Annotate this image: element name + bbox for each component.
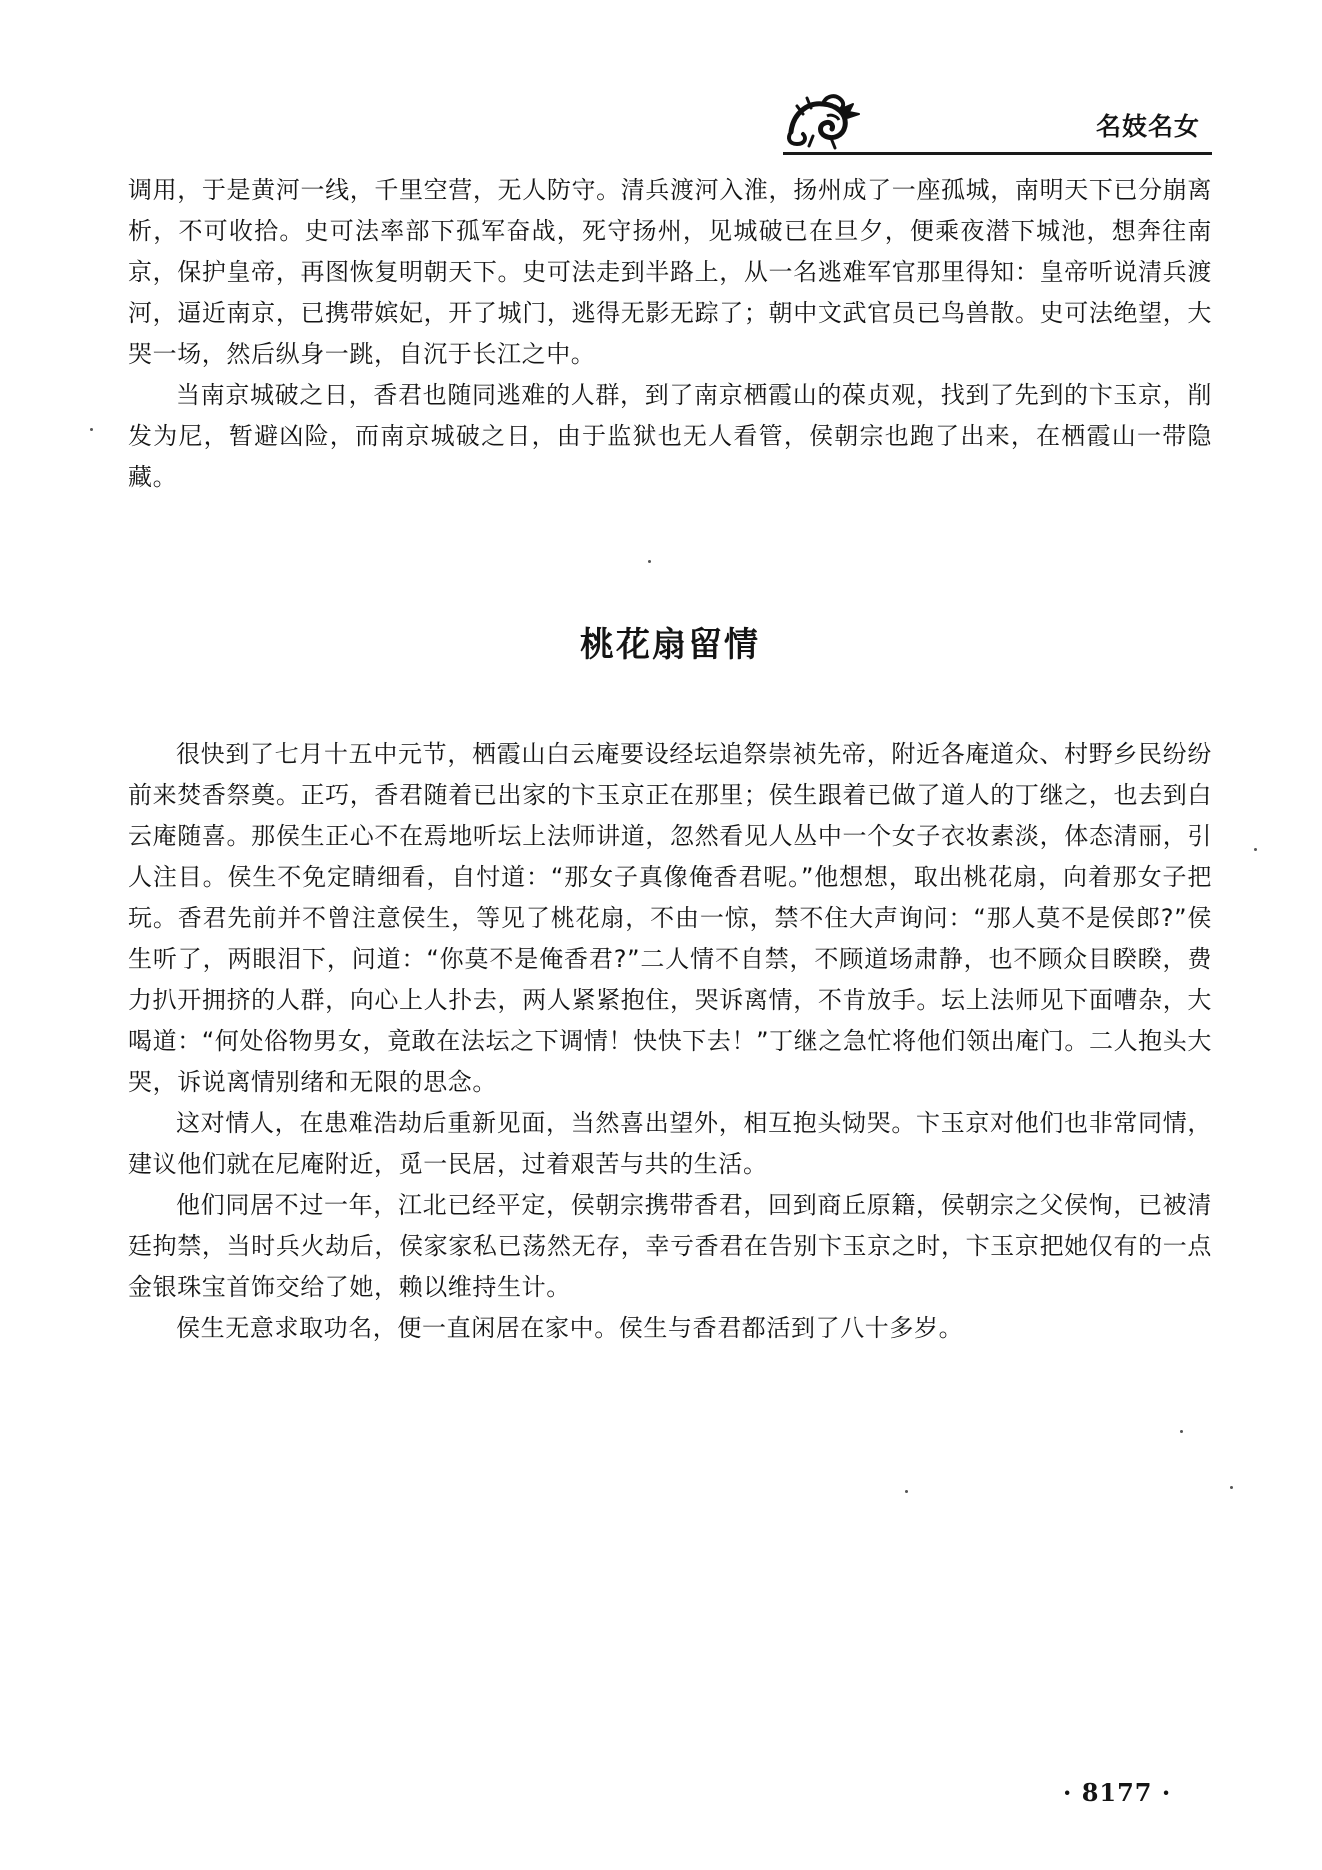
scan-speck [90,428,93,431]
scan-speck [1180,1430,1183,1433]
scan-speck [905,1490,908,1493]
paragraph: 当南京城破之日，香君也随同逃难的人群，到了南京栖霞山的葆贞观，找到了先到的卞玉京，削发为尼，暂避凶险，而南京城破之日，由于监狱也无人看管，侯朝宗也跑了出来，在栖霞山一带隐藏。 [128,381,1212,491]
paragraph: 这对情人，在患难浩劫后重新见面，当然喜出望外，相互抱头恸哭。卞玉京对他们也非常同情，建议他们就在尼庵附近，觅一民居，过着艰苦与共的生活。 [128,1109,1212,1178]
paragraph-continued: 调用，于是黄河一线，千里空营，无人防守。清兵渡河入淮，扬州成了一座孤城，南明天下已分崩离析，不可收拾。史可法率部下孤军奋战，死守扬州，见城破已在旦夕，便乘夜潜下城池，想奔往南京，保护皇帝，再图恢复明朝天下。史可法走到半路上，从一名逃难军官那里得知：皇帝听说清兵渡河，逼近南京，已携带嫔妃，开了城门，逃得无影无踪了；朝中文武官员已鸟兽散。史可法绝望，大哭一场，然后纵身一跳，自沉于长江之中。 [128,176,1212,368]
paragraph: 侯生无意求取功名，便一直闲居在家中。侯生与香君都活到了八十多岁。 [176,1314,964,1342]
scan-speck [1230,1486,1233,1489]
article-body [128,170,1212,1349]
section-body [128,734,1212,1349]
section-heading: 桃花扇留情 [580,625,760,665]
paragraph: 很快到了七月十五中元节，栖霞山白云庵要设经坛追祭崇祯先帝，附近各庵道众、村野乡民纷纷前来焚香祭奠。正巧，香君随着已出家的卞玉京正在那里；侯生跟着已做了道人的丁继之，也去到白云庵随喜。那侯生正心不在焉地听坛上法师讲道，忽然看见人丛中一个女子衣妆素淡，体态清丽，引人注目。侯生不免定睛细看，自忖道：“那女子真像俺香君呢。”他想想，取出桃花扇，向着那女子把玩。香君先前并不曾注意侯生，等见了桃花扇，不由一惊，禁不住大声询问：“那人莫不是侯郎?”侯生听了，两眼泪下，问道：“你莫不是俺香君?”二人情不自禁，不顾道场肃静，也不顾众目睽睽，费力扒开拥挤的人群，向心上人扑去，两人紧紧抱住，哭诉离情，不肯放手。坛上法师见下面嘈杂，大喝道：“何处俗物男女，竟敢在法坛之下调情！快快下去！”丁继之急忙将他们领出庵门。二人抱头大哭，诉说离情别绪和无限的思念。 [128,740,1212,1096]
scan-speck [1254,848,1257,851]
page-number: · 8177 · [1063,1778,1172,1807]
header-divider [783,152,1212,155]
page-header [0,0,1322,170]
running-title: 名妓名女 [1096,112,1201,141]
scan-speck [648,560,651,563]
paragraph: 他们同居不过一年，江北已经平定，侯朝宗携带香君，回到商丘原籍，侯朝宗之父侯恂，已被清廷拘禁，当时兵火劫后，侯家家私已荡然无存，幸亏香君在告别卞玉京之时，卞玉京把她仅有的一点金银珠宝首饰交给了她，赖以维持生计。 [128,1191,1212,1301]
dragon-emblem-icon [783,92,865,152]
